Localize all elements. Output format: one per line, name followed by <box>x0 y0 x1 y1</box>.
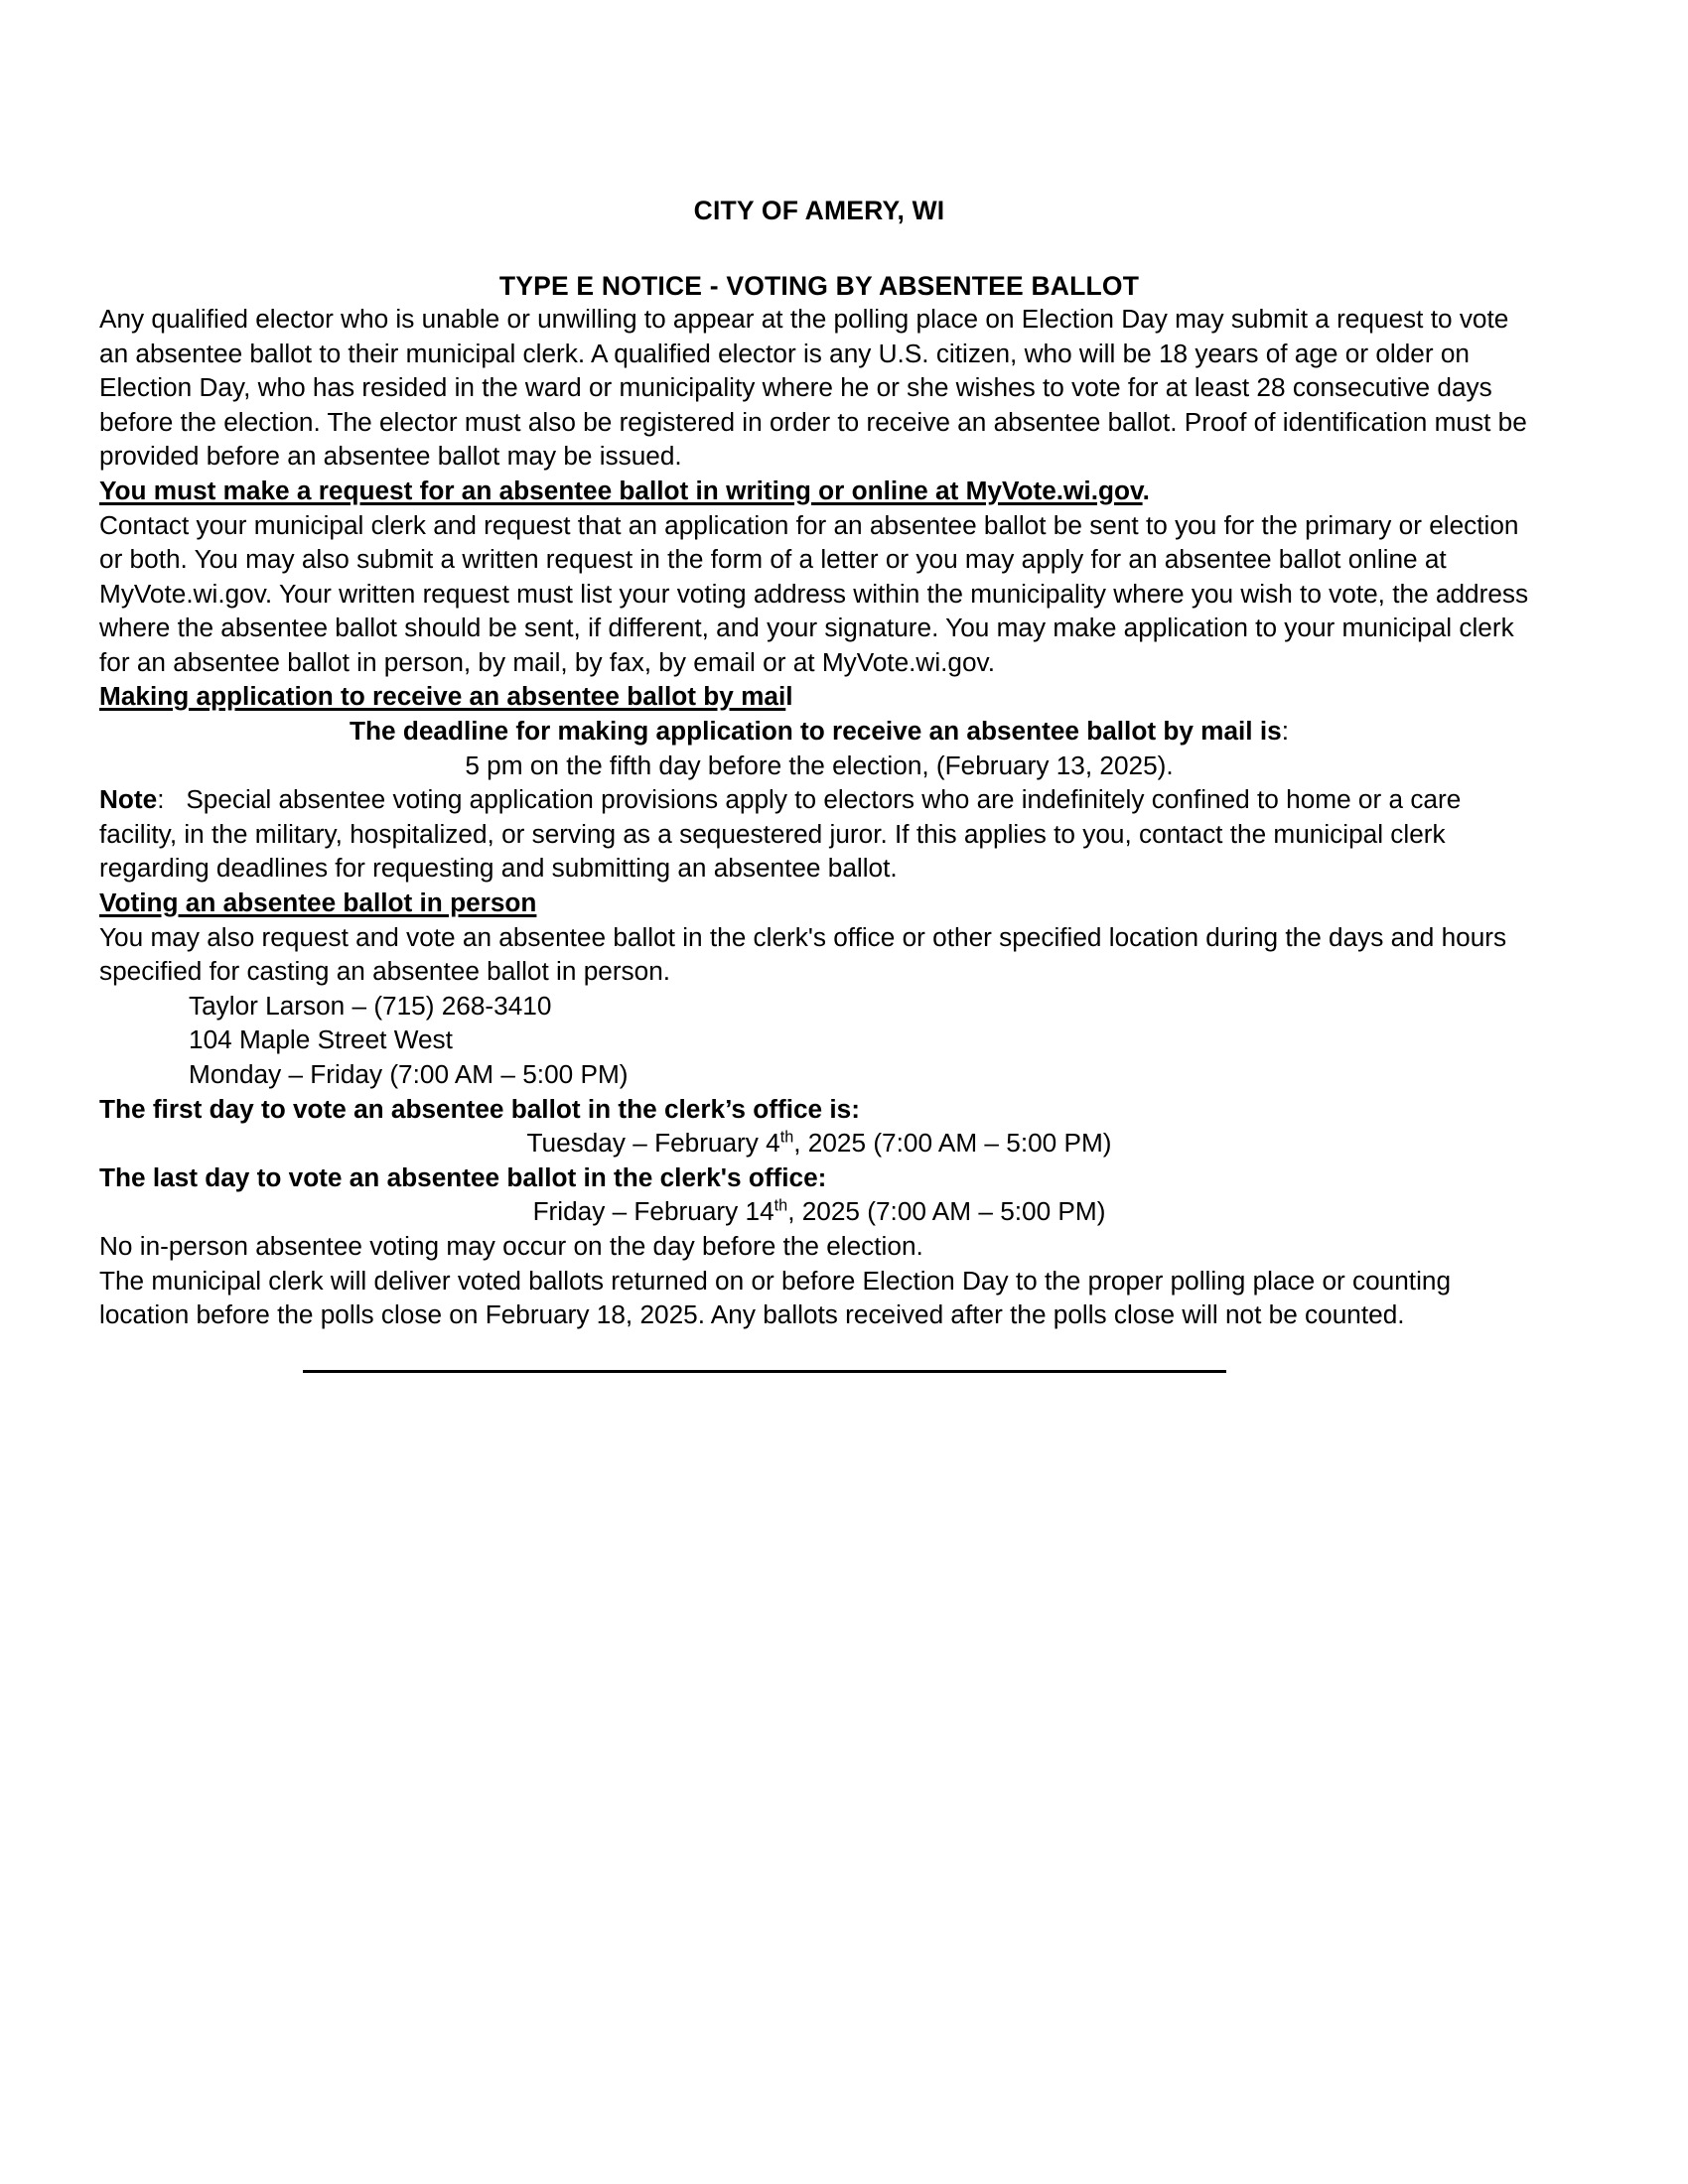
delivery-paragraph: The municipal clerk will deliver voted ballots returned on or before Election Day to the proper polling place or counting location before the polls close on February 18, 2025. Any ballots received after the polls close will not be counted. <box>99 1265 1452 1330</box>
note-paragraph <box>99 782 1539 886</box>
in-person-heading <box>99 886 1539 920</box>
intro-paragraph: Any qualified elector who is unable or unwilling to appear at the polling place on Election Day may submit a request to vote an absentee ballot to their municipal clerk. A qualified elector is any U.S. citizen, who will be 18 years of age or older on Election Day, who has resided in the ward or municipality where he or she wishes to vote for at least 28 consecutive days before the election. The elector must also be registered in order to receive an absentee ballot. Proof of identification must be provided before an absentee ballot may be issued. <box>99 303 1527 472</box>
last-day-date-suffix: , 2025 (7:00 AM – 5:00 PM) <box>787 1196 1106 1227</box>
mail-deadline-value: 5 pm on the fifth day before the election, (February 13, 2025). <box>465 750 1174 780</box>
contact-paragraph: Contact your municipal clerk and request that an application for an absentee ballot be sent to you for the primary or election or both. You may also submit a written request in the form of a letter or you may apply for an absentee ballot online at MyVote.wi.gov. Your written request must list your voting address within the municipality where you wish to vote, the address where the absentee ballot should be sent, if different, and your signature. You may make application to your municipal clerk for an absentee ballot in person, by mail, by fax, by email or at MyVote.wi.gov. <box>99 509 1529 677</box>
last-day-date-prefix: Friday – February 14 <box>532 1196 774 1227</box>
signature-rule-container <box>99 1370 1539 1373</box>
in-person-heading-underlined: Voting an absentee ballot in person <box>99 887 537 918</box>
mail-deadline-label <box>99 714 1539 749</box>
first-day-date-ordinal: th <box>779 1128 794 1147</box>
mail-section-heading <box>99 679 1539 714</box>
last-day-date-ordinal: th <box>774 1196 788 1215</box>
request-heading-underlined: You must make a request for an absentee ballot in writing or online at MyVote.wi.gov <box>99 475 1143 505</box>
request-heading-period: . <box>1142 475 1150 505</box>
note-label: Note <box>99 784 158 815</box>
mail-deadline-colon: : <box>1281 716 1289 747</box>
document-body <box>99 0 1539 1373</box>
first-day-heading: The first day to vote an absentee ballot in the clerk’s office is: <box>99 1093 860 1124</box>
first-day-date <box>99 1126 1539 1160</box>
first-day-date-suffix: , 2025 (7:00 AM – 5:00 PM) <box>793 1128 1112 1159</box>
clerk-address: 104 Maple Street West <box>189 1024 453 1055</box>
note-text: Special absentee voting application provisions apply to electors who are indefinitely confined to home or a care facility, in the military, hospitalized, or serving as a sequestered juror. If this applies to you, contact the municipal clerk regarding deadlines for requesting and submitting an absentee ballot. <box>99 784 1462 884</box>
mail-section-heading-tail: l <box>785 681 793 712</box>
page-subtitle: TYPE E NOTICE - VOTING BY ABSENTEE BALLOT <box>498 271 1140 302</box>
mail-section-heading-underlined: Making application to receive an absentee ballot by mai <box>99 681 786 712</box>
first-day-date-prefix: Tuesday – February 4 <box>526 1128 780 1159</box>
last-day-date <box>99 1194 1539 1229</box>
no-in-person-paragraph: No in-person absentee voting may occur on the day before the election. <box>99 1230 923 1261</box>
page-title: CITY OF AMERY, WI <box>693 196 945 225</box>
last-day-heading: The last day to vote an absentee ballot in the clerk's office: <box>99 1161 827 1192</box>
clerk-hours: Monday – Friday (7:00 AM – 5:00 PM) <box>189 1059 629 1089</box>
in-person-paragraph: You may also request and vote an absentee ballot in the clerk's office or other specified location during the days and hours specified for casting an absentee ballot in person. <box>99 921 1507 987</box>
mail-deadline-label-text: The deadline for making application to receive an absentee ballot by mail is <box>350 716 1282 747</box>
request-heading <box>99 474 1539 508</box>
clerk-name-phone: Taylor Larson – (715) 268-3410 <box>189 990 552 1021</box>
horizontal-rule <box>303 1370 1226 1373</box>
note-colon: : <box>157 784 165 815</box>
